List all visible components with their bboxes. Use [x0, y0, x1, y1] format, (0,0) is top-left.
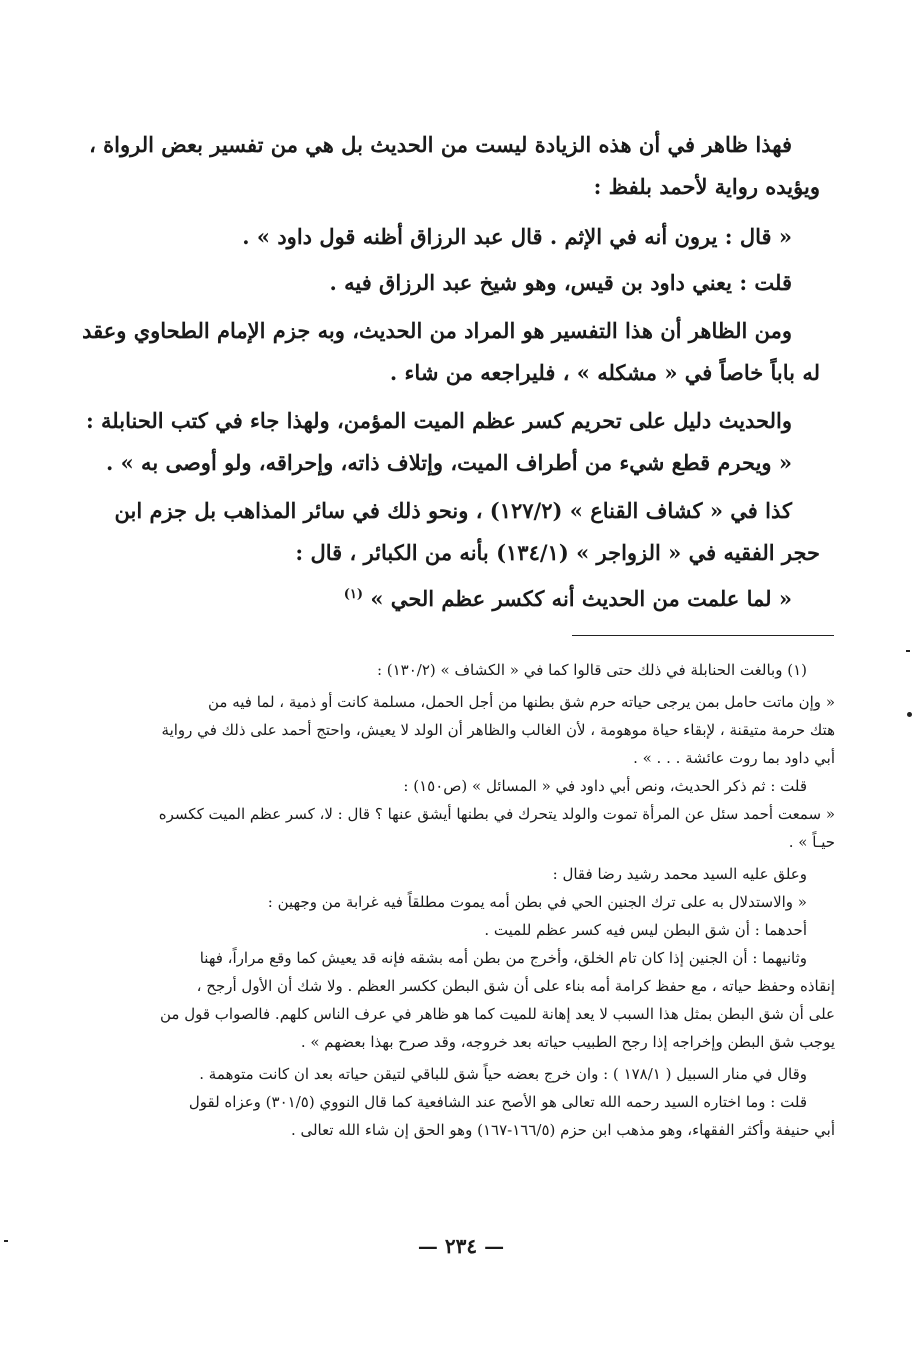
main-line-7: والحديث دليل على تحريم كسر عظم الميت المؤمن، ولهذا جاء في كتب الحنابلة :	[85, 408, 792, 433]
scan-mark	[4, 1240, 8, 1242]
footnote-line-14: يوجب شق البطن وإخراجه إذا رجح الطبيب حياته بعد خروجه، وقد صرح بهذا بعضهم » .	[300, 1033, 835, 1051]
footnote-line-17: أبي حنيفة وأكثر الفقهاء، وهو مذهب ابن حزم (١٦٦/٥-١٦٧) وهو الحق إن شاء الله تعالى .	[290, 1121, 835, 1139]
main-line-11	[100, 574, 820, 620]
footnote-line-9: « والاستدلال به على ترك الجنين الحي في بطن أمه يموت مطلقاً فيه غرابة من وجهين :	[267, 893, 807, 911]
footnote-line-7: حيـاً » .	[788, 833, 835, 851]
footnote-line-15: وقال في منار السبيل ( ١٧٨/١ ) : وان خرج بعضه حياً شق للباقي لتيقن حياته بعد ان كانت متوهمة .	[199, 1065, 807, 1083]
main-line-4: قلت : يعني داود بن قيس، وهو شيخ عبد الرزاق فيه .	[329, 270, 792, 295]
footnote-line-8: وعلق عليه السيد محمد رشيد رضا فقال :	[552, 865, 807, 883]
main-text	[82, 124, 820, 620]
footnote-line-16: قلت : وما اختاره السيد رحمه الله تعالى هو الأصح عند الشافعية كما قال النووي (٣٠١/٥) وعزاه لقول	[188, 1093, 807, 1111]
footnote-line-2: « وإن ماتت حامل بمن يرجى حياته حرم شق بطنها من أجل الحمل، مسلمة كانت أو ذمية ، لما فيه من	[208, 693, 835, 711]
footnote-line-12: إنقاذه وحفظ حياته ، مع حفظ كرامة أمه بناء على أن شق البطن ككسر العظم . ولا شك أن الأول أرجح ،	[196, 977, 835, 995]
main-line-6: له باباً خاصاً في « مشكله » ، فليراجعه من شاء .	[389, 360, 820, 385]
footnote-line-3: هتك حرمة متيقنة ، لإبقاء حياة موهومة ، لأن الغالب والظاهر أن الولد لا يعيش، واحتج أحمد على ذلك في رواية	[161, 721, 835, 739]
main-line-10: حجر الفقيه في « الزواجر » (١٣٤/١) بأنه من الكبائر ، قال :	[295, 540, 820, 565]
footnote-line-4: أبي داود بما روت عائشة . . . » .	[633, 749, 835, 767]
main-line-9: كذا في « كشاف القناع » (١٢٧/٢) ، ونحو ذلك في سائر المذاهب بل جزم ابن	[114, 498, 792, 523]
quote-text: « لما علمت من الحديث أنه ككسر عظم الحي »	[370, 586, 792, 611]
footnotes	[100, 656, 835, 1144]
scan-mark	[906, 650, 910, 652]
main-line-1: فهذا ظاهر في أن هذه الزيادة ليست من الحديث بل هي من تفسير بعض الرواة ،	[89, 132, 792, 157]
main-line-3: « قال : يرون أنه في الإثم . قال عبد الرزاق أظنه قول داود » .	[242, 224, 792, 249]
page-number: — ٢٣٤ —	[417, 1234, 505, 1258]
footnote-line-6: « سمعت أحمد سئل عن المرأة تموت والولد يتحرك في بطنها أيشق عنها ؟ قال : لا، كسر عظم الميت ككسره	[158, 805, 835, 823]
main-line-2: ويؤيده رواية لأحمد بلفظ :	[593, 174, 820, 199]
footnote-line-1: (١) وبالغت الحنابلة في ذلك حتى قالوا كما في « الكشاف » (١٣٠/٢) :	[376, 661, 807, 679]
main-line-8: « ويحرم قطع شيء من أطراف الميت، وإتلاف ذاته، وإحراقه، ولو أوصى به » .	[106, 450, 792, 475]
footnote-line-11: وثانيهما : أن الجنين إذا كان تام الخلق، وأخرج من بطن أمه بشقه فإنه قد يعيش كما وقع مراراً، فهنا	[199, 949, 807, 967]
main-line-5: ومن الظاهر أن هذا التفسير هو المراد من الحديث، وبه جزم الإمام الطحاوي وعقد	[82, 318, 792, 343]
footnote-reference: (١)	[343, 587, 364, 602]
footnote-line-5: قلت : ثم ذكر الحديث، ونص أبي داود في « المسائل » (ص١٥٠) :	[403, 777, 807, 795]
scan-mark	[907, 712, 912, 717]
footnote-separator	[572, 635, 834, 636]
footnote-line-10: أحدهما : أن شق البطن ليس فيه كسر عظم للميت .	[484, 921, 807, 939]
footnote-line-13: على أن شق البطن بمثل هذا السبب لا يعد إهانة للميت كما هو ظاهر في عرف الناس كلهم. فالصواب قول من	[160, 1005, 835, 1023]
